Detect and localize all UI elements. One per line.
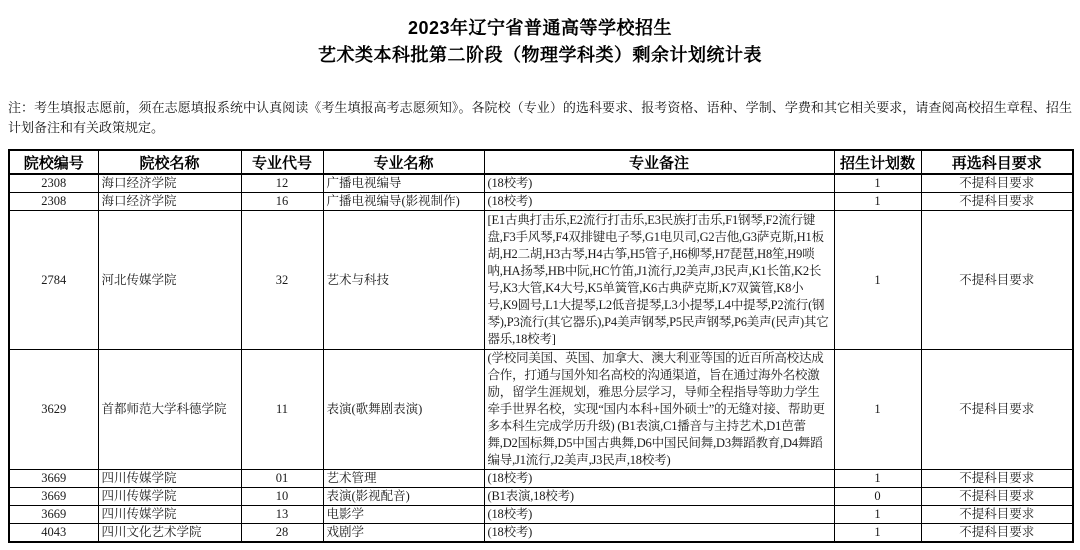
major-remark-cell: (18校考)	[484, 524, 834, 543]
plan-count-cell: 1	[834, 524, 921, 543]
college-name-cell: 四川文化艺术学院	[98, 524, 241, 543]
page-title	[0, 15, 1080, 69]
table-row	[9, 174, 1073, 193]
major-code-cell: 28	[241, 524, 323, 543]
major-name-cell: 艺术管理	[323, 470, 484, 488]
plan-count-cell: 1	[834, 350, 921, 470]
college-name-cell: 首都师范大学科德学院	[98, 350, 241, 470]
subject-requirement-cell: 不提科目要求	[921, 174, 1073, 193]
college-code-cell: 2784	[9, 211, 98, 350]
column-header-college-code: 院校编号	[9, 150, 98, 174]
title-line-1: 2023年辽宁省普通高等学校招生	[407, 18, 673, 38]
plan-count-cell: 1	[834, 506, 921, 524]
major-name-cell: 艺术与科技	[323, 211, 484, 350]
college-name-cell: 河北传媒学院	[98, 211, 241, 350]
subject-requirement-cell: 不提科目要求	[921, 193, 1073, 211]
college-code-cell: 3669	[9, 470, 98, 488]
subject-requirement-cell: 不提科目要求	[921, 506, 1073, 524]
column-header-college-name: 院校名称	[98, 150, 241, 174]
table-header-row	[9, 150, 1073, 174]
major-remark-cell: [E1古典打击乐,E2流行打击乐,E3民族打击乐,F1钢琴,F2流行键盘,F3手风琴,F4双排键电子琴,G1电贝司,G2吉他,G3萨克斯,H1板胡,H2二胡,H3古琴,H4古筝,H5管子,H6柳琴,H7琵琶,H8笙,H9唢呐,HA扬琴,HB中阮,HC竹笛,J1流行,J2美声,J3民声,K1长笛,K2长号,K3大管,K4大号,K5单簧管,K6古典萨克斯,K7双簧管,K8小号,K9圆号,L1大提琴,L2低音提琴,L3小提琴,L4中提琴,P2流行(钢琴),P3流行(其它器乐),P4美声钢琴,P5民声钢琴,P6美声(民声)其它器乐,18校考]	[484, 211, 834, 350]
major-remark-cell: (18校考)	[484, 470, 834, 488]
plan-count-cell: 1	[834, 174, 921, 193]
major-remark-cell: (18校考)	[484, 193, 834, 211]
subject-requirement-cell: 不提科目要求	[921, 211, 1073, 350]
major-code-cell: 10	[241, 488, 323, 506]
major-code-cell: 12	[241, 174, 323, 193]
major-remark-cell: (18校考)	[484, 506, 834, 524]
subject-requirement-cell: 不提科目要求	[921, 524, 1073, 543]
column-header-major-name: 专业名称	[323, 150, 484, 174]
remaining-plan-table	[8, 149, 1074, 543]
college-name-cell: 四川传媒学院	[98, 488, 241, 506]
column-header-plan-count: 招生计划数	[834, 150, 921, 174]
column-header-major-code: 专业代号	[241, 150, 323, 174]
subject-requirement-cell: 不提科目要求	[921, 488, 1073, 506]
college-code-cell: 2308	[9, 193, 98, 211]
college-name-cell: 四川传媒学院	[98, 470, 241, 488]
table-row	[9, 488, 1073, 506]
major-code-cell: 32	[241, 211, 323, 350]
major-code-cell: 16	[241, 193, 323, 211]
major-name-cell: 电影学	[323, 506, 484, 524]
table-row	[9, 524, 1073, 543]
college-name-cell: 海口经济学院	[98, 174, 241, 193]
major-name-cell: 表演(歌舞剧表演)	[323, 350, 484, 470]
table-row	[9, 211, 1073, 350]
subject-requirement-cell: 不提科目要求	[921, 470, 1073, 488]
column-header-subject-requirement: 再选科目要求	[921, 150, 1073, 174]
college-code-cell: 2308	[9, 174, 98, 193]
title-line-2: 艺术类本科批第二阶段（物理学科类）剩余计划统计表	[318, 45, 762, 65]
major-name-cell: 戏剧学	[323, 524, 484, 543]
major-name-cell: 广播电视编导	[323, 174, 484, 193]
table-row	[9, 193, 1073, 211]
subject-requirement-cell: 不提科目要求	[921, 350, 1073, 470]
college-name-cell: 四川传媒学院	[98, 506, 241, 524]
college-code-cell: 3669	[9, 488, 98, 506]
major-name-cell: 表演(影视配音)	[323, 488, 484, 506]
plan-count-cell: 1	[834, 470, 921, 488]
document-page	[0, 15, 1080, 550]
college-code-cell: 3669	[9, 506, 98, 524]
college-code-cell: 3629	[9, 350, 98, 470]
major-remark-cell: (学校同美国、英国、加拿大、澳大利亚等国的近百所高校达成合作，打通与国外知名高校的沟通渠道，旨在通过海外名校激励，留学生涯规划，雅思分层学习，导师全程指导等助力学生牵手世界名校，实现“国内本科+国外硕士”的无缝对接、帮助更多本科生完成学历升级) (B1表演,C1播音与主持艺术,D1芭蕾舞,D2国标舞,D5中国古典舞,D6中国民间舞,D3舞蹈教育,D4舞蹈编导,J1流行,J2美声,J3民声,18校考)	[484, 350, 834, 470]
major-code-cell: 11	[241, 350, 323, 470]
table-row	[9, 506, 1073, 524]
college-code-cell: 4043	[9, 524, 98, 543]
major-code-cell: 13	[241, 506, 323, 524]
major-code-cell: 01	[241, 470, 323, 488]
plan-count-cell: 1	[834, 193, 921, 211]
filing-note: 注：考生填报志愿前，须在志愿填报系统中认真阅读《考生填报高考志愿须知》。各院校（专业）的选科要求、报考资格、语种、学制、学费和其它相关要求，请查阅高校招生章程、招生计划备注和有关政策规定。	[8, 100, 1072, 135]
table-row	[9, 470, 1073, 488]
major-name-cell: 广播电视编导(影视制作)	[323, 193, 484, 211]
plan-count-cell: 0	[834, 488, 921, 506]
major-remark-cell: (18校考)	[484, 174, 834, 193]
table-row	[9, 350, 1073, 470]
college-name-cell: 海口经济学院	[98, 193, 241, 211]
major-remark-cell: (B1表演,18校考)	[484, 488, 834, 506]
plan-count-cell: 1	[834, 211, 921, 350]
column-header-major-remark: 专业备注	[484, 150, 834, 174]
